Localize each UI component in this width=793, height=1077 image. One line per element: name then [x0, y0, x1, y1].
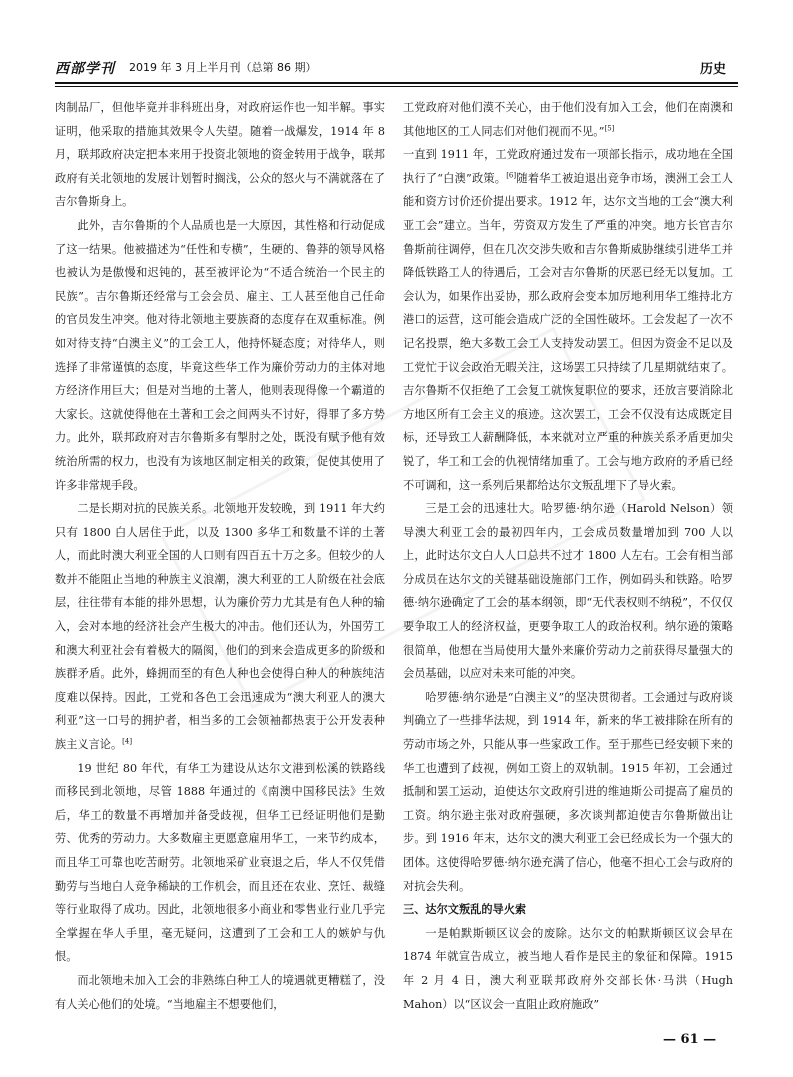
paragraph-text: 三是工会的迅速壮大。哈罗德·纳尔逊（Harold Nelson）领导澳大利亚工会的最初四年内，工会成员数量增加到 700 人以上，此时达尔文白人人口总共不过才 1800 人左右。工会有相当部分成员在达尔文的关键基础设施部门工作，例如码头和铁路。哈罗德·纳尔逊确定了工会的基本纲领，即“无代表权则不纳税”，不仅仅要争取工人的经济权益，更要争取工人的政治权利。纳尔逊的策略很简单，他想在当局使用大量外来廉价劳动力之前获得尽量强大的会员基础，以应对未来可能的冲突。	[403, 502, 733, 681]
header-rule-thin	[55, 86, 738, 87]
paragraph	[55, 214, 385, 497]
paragraph	[403, 143, 733, 497]
section-label: 历史	[699, 62, 726, 77]
paragraph-text: 一是帕默斯顿区议会的废除。达尔文的帕默斯顿区议会早在 1874 年就宣告成立，被当地人看作是民主的象征和保障。1915 年 2 月 4 日，澳大利亚联邦政府外交部长休·马洪（Hugh Mahon）以“区议会一直阻止政府施政”	[403, 926, 733, 1011]
citation-marker: [4]	[122, 737, 133, 746]
paragraph	[403, 686, 733, 898]
paragraph	[403, 922, 733, 1016]
journal-logo: 西部学刊	[55, 61, 115, 77]
paragraph-text: 此外，吉尔鲁斯的个人品质也是一大原因，其性格和行动促成了这一结果。他被描述为“任性和专横”，生硬的、鲁莽的领导风格也被认为是傲慢和迟钝的，甚至被评论为“不适合统治一个民主的民族”。吉尔鲁斯还经常与工会会员、雇主、工人甚至他自己任命的官员发生冲突。他对待北领地主要族裔的态度存在双重标准。例如对待支持“白澳主义”的工会工人，他持怀疑态度；对待华人，则选择了非常谨慎的态度，毕竟这些华工作为廉价劳动力的主体对地方经济作用巨大；但是对当地的土著人，他则表现得像一个霸道的大家长。这就使得他在土著和工会之间两头不讨好，得罪了多方势力。此外，联邦政府对吉尔鲁斯多有掣肘之处，既没有赋予他有效统治所需的权力，也没有为该地区制定相关的政策，促使其使用了许多非常规手段。	[55, 218, 385, 492]
paragraph-text-continued: 随着华工被迫退出竞争市场，澳洲工会工人能和资方讨价还价提出要求。1912 年，达尔文当地的工会“澳大利亚工会”建立。当年，劳资双方发生了严重的冲突。地方长官吉尔鲁斯前往调停，但在几次交涉失败和吉尔鲁斯威胁继续引进华工并降低铁路工人的待遇后，工会对吉尔鲁斯的厌恶已经无以复加。工会认为，如果作出妥协，那么政府会变本加厉地利用华工维持北方港口的运营，这可能会造成广泛的全国性破坏。工会发起了一次不记名投票，绝大多数工会工人支持发动罢工。但因为资金不足以及工党忙于议会政治无暇关注，这场罢工只持续了几星期就结束了。吉尔鲁斯不仅拒绝了工会复工就恢复职位的要求，还放言要消除北方地区所有工会主义的痕迹。这次罢工，工会不仅没有达成既定目标，还导致工人薪酬降低，本来就对立严重的种族关系矛盾更加尖锐了，华工和工会的仇视情绪加重了。工会与地方政府的矛盾已经不可调和，这一系列后果都给达尔文叛乱埋下了导火索。	[403, 171, 733, 492]
section-heading: 三、达尔文叛乱的导火索	[403, 903, 527, 917]
paragraph	[55, 757, 385, 969]
header-rule-thick	[55, 82, 738, 84]
left-column	[55, 96, 385, 1021]
paragraph	[55, 497, 385, 757]
citation-marker: [6]	[506, 171, 517, 180]
paragraph-text: 一直到 1911 年，工党政府通过发布一项部长指示，成功地在全国执行了“白澳”政策。	[403, 148, 733, 185]
issue-info: 2019 年 3 月上半月刊（总第 86 期）	[129, 61, 317, 74]
paragraph-text: 工党政府对他们漠不关心，由于他们没有加入工会，他们在南澳和其他地区的工人同志们对他们视而不见。”	[403, 101, 733, 138]
running-header	[55, 58, 738, 80]
paragraph	[403, 96, 733, 143]
page-number: — 61 —	[663, 1032, 717, 1047]
paragraph-text: 19 世纪 80 年代，有华工为建设从达尔文港到松溪的铁路线而移民到北领地，尽管 1888 年通过的《南澳中国移民法》生效后，华工的数量不再增加并备受歧视，但华工已经证明他们是勤劳、优秀的劳动力。大多数雇主更愿意雇用华工，一来节约成本，而且华工可靠也吃苦耐劳。北领地采矿业衰退之后，华人不仅凭借勤劳与当地白人竞争稀缺的工作机会，而且还在农业、烹饪、裁缝等行业取得了成功。因此，北领地很多小商业和零售业行业几乎完全掌握在华人手里，毫无疑问，这遭到了工会和工人的嫉妒与仇恨。	[55, 761, 385, 964]
paragraph-text: 哈罗德·纳尔逊是“白澳主义”的坚决贯彻者。工会通过与政府谈判确立了一些排华法规，到 1914 年，新来的华工被排除在所有的劳动市场之外，只能从事一些家政工作。至于那些已经安顿下来的华工也遭到了歧视，例如工资上的双轨制。1915 年初，工会通过抵制和罢工运动，迫使达尔文政府引进的维迪斯公司提高了雇员的工资。纳尔逊主张对政府强硬，多次谈判都迫使吉尔鲁斯做出让步。到 1916 年末，达尔文的澳大利亚工会已经成长为一个强大的团体。这使得哈罗德·纳尔逊充满了信心，他毫不担心工会与政府的对抗会失利。	[403, 690, 733, 893]
paragraph-text: 肉制品厂，但他毕竟并非科班出身，对政府运作也一知半解。事实证明，他采取的措施其效果令人失望。随着一战爆发，1914 年 8 月，联邦政府决定把本来用于投资北领地的资金转用于战争，联邦政府有关北领地的发展计划暂时搁浅，公众的怒火与不满就落在了吉尔鲁斯身上。	[55, 101, 385, 209]
paragraph	[55, 96, 385, 214]
citation-marker: [5]	[604, 123, 615, 132]
paragraph	[403, 497, 733, 686]
right-column	[403, 96, 733, 1021]
paragraph-text: 二是长期对抗的民族关系。北领地开发较晚，到 1911 年大约只有 1800 白人居住于此，以及 1300 多华工和数量不详的土著人，而此时澳大利亚全国的人口则有四百五十万之多。但较少的人数并不能阻止当地的种族主义浪潮，澳大利亚的工人阶级在社会底层，往往带有本能的排外思想，认为廉价劳力尤其是有色人种的输入，会对本地的经济社会产生极大的冲击。他们还认为，外国劳工和澳大利亚社会有着极大的隔阂，他们的到来会造成更多的阶级和族群矛盾。此外，蜂拥而至的有色人种也会使得白种人的种族纯洁度难以保持。因此，工党和各色工会迅速成为“澳大利亚人的澳大利亚”这一口号的拥护者，相当多的工会领袖都热衷于公开发表种族主义言论。	[55, 502, 385, 752]
paragraph	[55, 969, 385, 1016]
paragraph-text: 而北领地未加入工会的非熟练白种工人的境遇就更糟糕了，没有人关心他们的处境。“当地雇主不想要他们，	[55, 973, 385, 1011]
